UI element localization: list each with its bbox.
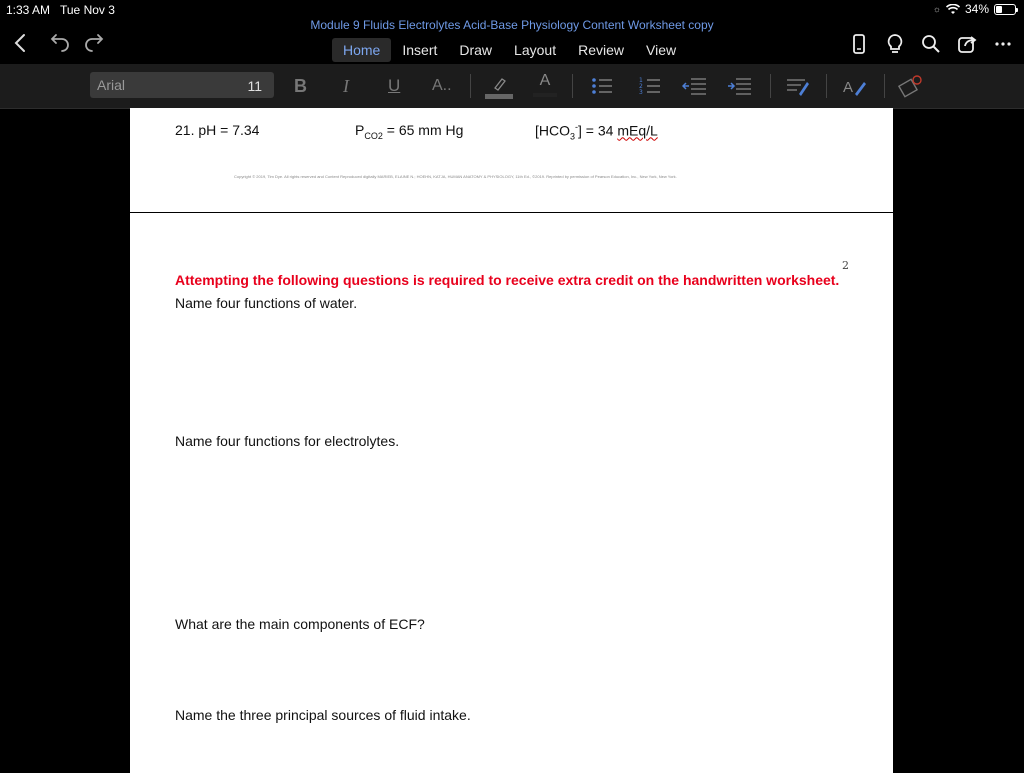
pco2-subscript: CO2	[364, 130, 383, 141]
question-ecf-components: What are the main components of ECF?	[175, 616, 425, 632]
question-21-ph: 21. pH = 7.34	[175, 122, 260, 138]
extra-credit-notice: Attempting the following questions is required to receive extra credit on the handwritten worksheet.	[175, 272, 840, 288]
svg-text:3: 3	[639, 89, 643, 96]
ribbon-tabs	[332, 38, 687, 62]
increase-indent-icon[interactable]	[727, 74, 751, 98]
document-title[interactable]: Module 9 Fluids Electrolytes Acid-Base Physiology Content Worksheet copy	[310, 18, 714, 32]
bullet-list-icon[interactable]	[590, 74, 614, 98]
question-fluid-intake: Name the three principal sources of fluid intake.	[175, 707, 471, 723]
paragraph-styles-icon[interactable]	[785, 74, 809, 98]
battery-percent: 34%	[964, 2, 989, 16]
lightbulb-icon[interactable]	[884, 33, 906, 55]
styles-icon[interactable]	[842, 74, 866, 98]
hco3-unit: mEq/L	[617, 122, 658, 139]
charging-icon: ☼	[932, 4, 941, 14]
hco3-value: ] = 34	[578, 122, 618, 139]
toolbar-divider	[770, 74, 771, 98]
copyright-notice: Copyright © 2019, Tim Dye. All rights reserved and Content Reproduced digitally MARIEB, ELAINE N.; HOEHN, KATJA, HUMAN ANATOMY & PHYSIOLOGY, 11th Ed., ©2019. Reprinted by permission of Pearson Education, Inc., New York, New York.	[234, 174, 677, 179]
toolbar-divider	[884, 74, 885, 98]
font-color-label: A	[539, 72, 551, 89]
tab-insert[interactable]: Insert	[402, 42, 438, 58]
tab-layout[interactable]: Layout	[514, 42, 557, 58]
question-21-hco3	[535, 122, 658, 141]
bold-button[interactable]: B	[294, 76, 307, 96]
decrease-indent-icon[interactable]	[682, 74, 706, 98]
font-color-button[interactable]	[533, 72, 557, 96]
formatting-toolbar	[0, 64, 1024, 109]
redo-icon[interactable]	[82, 30, 108, 56]
document-page-2[interactable]	[130, 213, 893, 773]
hco3-subscript: 3	[570, 131, 576, 142]
more-format-button[interactable]: A..	[432, 77, 452, 94]
tab-review[interactable]: Review	[578, 42, 624, 58]
highlight-icon[interactable]	[485, 74, 509, 98]
document-page-1[interactable]	[130, 108, 893, 212]
search-icon[interactable]	[920, 33, 942, 55]
phone-view-icon[interactable]	[848, 33, 870, 55]
pco2-prefix: P	[355, 122, 365, 138]
page-number: 2	[842, 259, 849, 272]
tab-home[interactable]: Home	[332, 38, 391, 62]
hco3-prefix: [HCO	[535, 122, 570, 139]
italic-button[interactable]: I	[343, 76, 349, 96]
status-time: 1:33 AM	[6, 3, 51, 17]
status-bar	[0, 0, 1024, 20]
font-name: Arial	[97, 77, 126, 93]
question-water-functions: Name four functions of water.	[175, 295, 358, 311]
back-icon[interactable]	[10, 30, 36, 56]
tab-view[interactable]: View	[646, 42, 677, 58]
status-indicators	[933, 2, 1016, 16]
question-electrolyte-functions: Name four functions for electrolytes.	[175, 433, 400, 449]
font-picker[interactable]	[90, 72, 274, 98]
toolbar-divider	[572, 74, 573, 98]
numbered-list-icon[interactable]	[638, 74, 662, 98]
toolbar-divider	[470, 74, 471, 98]
nav-controls	[10, 30, 108, 56]
underline-button[interactable]: U	[388, 76, 401, 95]
font-size[interactable]: 11	[247, 78, 262, 94]
more-options-icon[interactable]	[992, 33, 1014, 55]
wifi-icon	[946, 4, 960, 15]
tab-draw[interactable]: Draw	[459, 42, 493, 58]
svg-text:A: A	[843, 79, 854, 96]
share-icon[interactable]	[956, 33, 978, 55]
svg-text:2: 2	[639, 83, 643, 90]
question-21-pco2	[355, 122, 463, 141]
status-date: Tue Nov 3	[60, 3, 115, 17]
clear-formatting-icon[interactable]	[898, 74, 922, 98]
font-color-swatch	[533, 93, 557, 97]
pco2-value: = 65 mm Hg	[382, 122, 464, 138]
toolbar-divider	[826, 74, 827, 98]
battery-icon	[994, 4, 1016, 15]
hco3-superscript: -	[575, 122, 579, 132]
header-actions	[848, 33, 1014, 55]
undo-icon[interactable]	[46, 30, 72, 56]
svg-text:1: 1	[639, 77, 643, 84]
